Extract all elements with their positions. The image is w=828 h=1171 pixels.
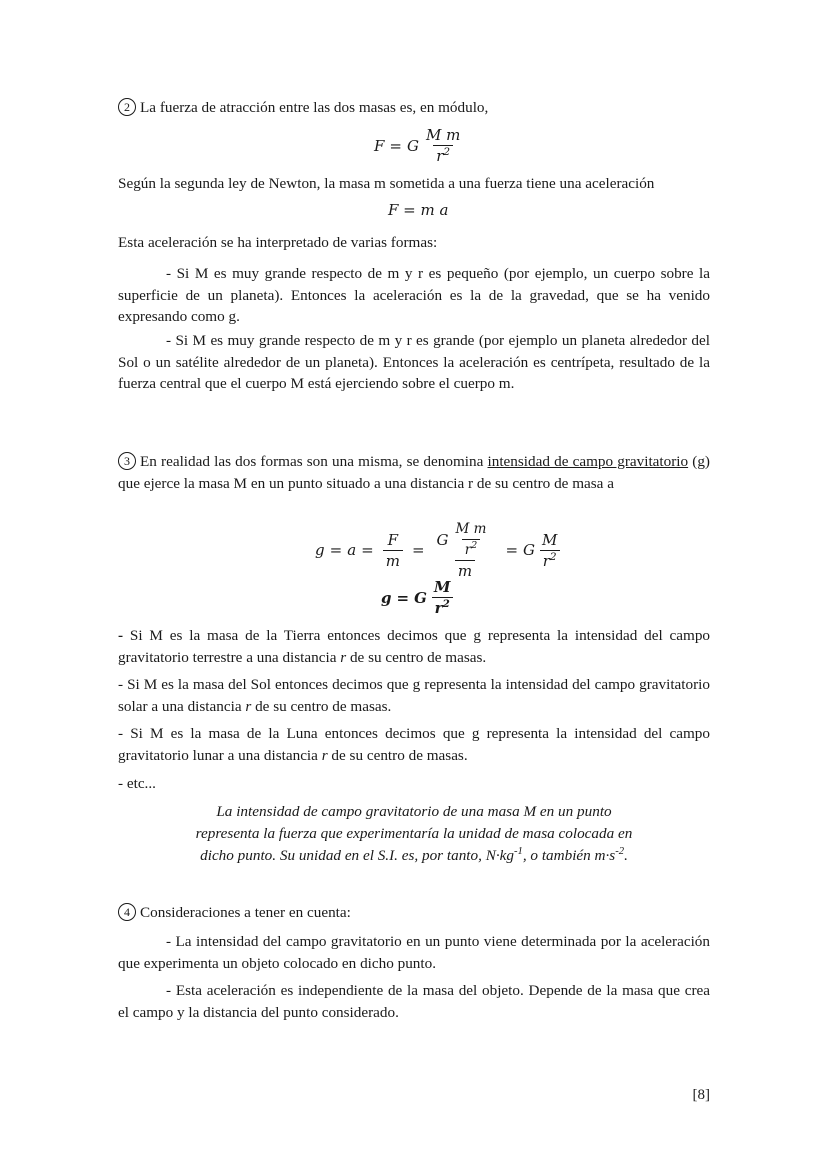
field-intensity-term: intensidad de campo gravitatorio (487, 453, 689, 470)
section-4-title: 4 Consideraciones a tener en cuenta: (118, 902, 710, 924)
case-sun: - Si M es la masa del Sol entonces decimos que g representa la intensidad del campo gravitatorio solar a una distancia r de su centro de masas. (118, 676, 710, 715)
case-earth: - Si M es la masa de la Tierra entonces decimos que g representa la intensidad del campo gravitatorio terrestre a una distancia r de su centro de masas. (118, 627, 711, 666)
bullet-large-r: - Si M es muy grande respecto de m y r es grande (por ejemplo un planeta alrededor del Sol o un satélite alrededor de un planeta). Entonces la aceleración es centrípeta, resultado de la fuerza central que el cuerpo M está ejerciendo sobre el cuerpo m. (118, 332, 710, 392)
case-moon: - Si M es la masa de la Luna entonces decimos que g representa la intensidad del campo gravitatorio lunar a una distancia r de su centro de masas. (118, 725, 710, 764)
section-3-intro: 3 En realidad las dos formas son una misma, se denomina intensidad de campo gravitatorio (g) que ejerce la masa M en un punto situado a una distancia r de su centro de masa a (118, 453, 710, 492)
consideration-2: - Esta aceleración es independiente de la masa del objeto. Depende de la masa que crea el campo y la distancia del punto considerado. (118, 982, 710, 1021)
equation-gravitational-force: F = G $\frac{\text{M m}}{r^2}$ (374, 126, 461, 165)
section-number-badge: 4 (118, 903, 136, 921)
consideration-1: - La intensidad del campo gravitatorio en un punto viene determinada por la aceleración que experimenta un objeto colocado en dicho punto. (118, 933, 710, 972)
etc-line: - etc... (118, 775, 156, 792)
newton-sentence: Según la segunda ley de Newton, la masa m sometida a una fuerza tiene una aceleración (118, 175, 655, 192)
section-number-badge: 3 (118, 452, 136, 470)
equation-field-intensity: g = G $\frac{M}{r^2}$ (381, 578, 458, 617)
bullet-small-r: - Si M es muy grande respecto de m y r es pequeño (por ejemplo, un cuerpo sobre la superficie de un planeta). Entonces la aceleración es la de la gravedad, que se ha venido expresando como g. (118, 265, 710, 325)
interpretation-sentence: Esta aceleración se ha interpretado de varias formas: (118, 234, 438, 251)
section-number-badge: 2 (118, 98, 136, 116)
equation-field-derivation: g = a = $\frac{F}{m}$ = G $\frac{\text{M m}}{r^2}$ m = G $\frac{M}{r^2}$ (315, 520, 564, 580)
page-number: [8] (692, 1087, 710, 1103)
section-2-intro: 2 La fuerza de atracción entre las dos masas es, en módulo, (118, 97, 710, 119)
equation-newton: F = m a (388, 201, 449, 219)
definition-note: La intensidad de campo gravitatorio de una masa M en un punto representa la fuerza que experimentaría la unidad de masa colocada en dicho punto. Su unidad en el S.I. es, por tanto, $N\cdot kg^{-1}$, o también $m\cdot s^{-2}$. (195, 803, 633, 864)
